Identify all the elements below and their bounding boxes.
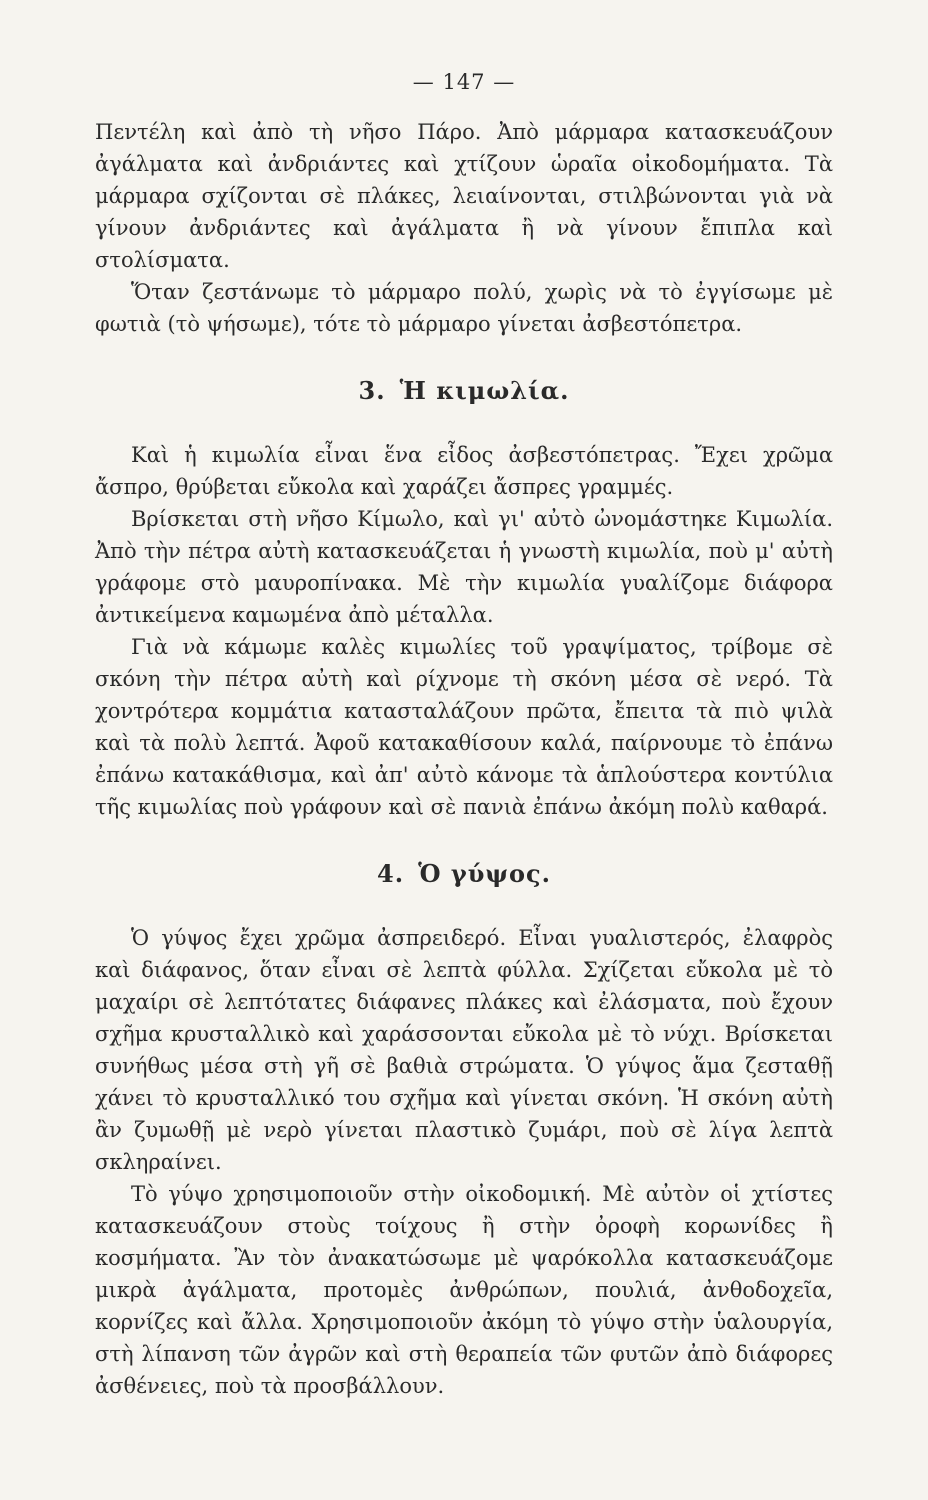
section-chalk xyxy=(95,439,833,823)
section-gypsum xyxy=(95,922,833,1402)
paragraph: Γιὰ νὰ κάμωμε καλὲς κιμωλίες τοῦ γραψίματος, τρίβομε σὲ σκόνη τὴν πέτρα αὐτὴ καὶ ρίχνομε τὴ σκόνη μέσα σὲ νερό. Τὰ χοντρότερα κομμάτια κατασταλάζουν πρῶτα, ἔπειτα τὰ πιὸ ψιλὰ καὶ τὰ πολὺ λεπτά. Ἀφοῦ κατακαθίσουν καλά, παίρνουμε τὸ ἐπάνω ἐπάνω κατακάθισμα, καὶ ἀπ' αὐτὸ κάνομε τὰ ἁπλούστερα κοντύλια τῆς κιμωλίας ποὺ γράφουν καὶ σὲ πανιὰ ἐπάνω ἀκόμη πολὺ καθαρά. xyxy=(95,635,833,819)
paragraph: Ὅταν ζεστάνωμε τὸ μάρμαρο πολύ, χωρὶς νὰ τὸ ἐγγίσωμε μὲ φωτιὰ (τὸ ψήσωμε), τότε τὸ μάρμαρο γίνεται ἀσβεστόπετρα. xyxy=(95,280,833,336)
page-number: — 147 — xyxy=(412,70,516,94)
section-number: 3. xyxy=(358,376,386,405)
paragraph: Καὶ ἡ κιμωλία εἶναι ἕνα εἶδος ἀσβεστόπετρας. Ἔχει χρῶμα ἄσπρο, θρύβεται εὔκολα καὶ χαράζει ἄσπρες γραμμές. xyxy=(95,443,833,499)
paragraph: Ὁ γύψος ἔχει χρῶμα ἀσπρειδερό. Εἶναι γυαλιστερός, ἐλαφρὸς καὶ διάφανος, ὅταν εἶναι σὲ λεπτὰ φύλλα. Σχίζεται εὔκολα μὲ τὸ μαχαίρι σὲ λεπτότατες διάφανες πλάκες καὶ ἐλάσματα, ποὺ ἔχουν σχῆμα κρυσταλλικὸ καὶ χαράσσονται εὔκολα μὲ τὸ νύχι. Βρίσκεται συνήθως μέσα στὴ γῆ σὲ βαθιὰ στρώματα. Ὁ γύψος ἅμα ζεσταθῇ χάνει τὸ κρυσταλλικό του σχῆμα καὶ γίνεται σκόνη. Ἡ σκόνη αὐτὴ ἂν ζυμωθῇ μὲ νερὸ γίνεται πλαστικὸ ζυμάρι, ποὺ σὲ λίγα λεπτὰ σκληραίνει. xyxy=(95,926,833,1174)
section-heading xyxy=(95,376,833,405)
paragraph: Τὸ γύψο χρησιμοποιοῦν στὴν οἰκοδομική. Μὲ αὐτὸν οἱ χτίστες κατασκευάζουν στοὺς τοίχους ἢ στὴν ὀροφὴ κορωνίδες ἢ κοσμήματα. Ἂν τὸν ἀνακατώσωμε μὲ ψαρόκολλα κατασκευάζομε μικρὰ ἀγάλματα, προτομὲς ἀνθρώπων, πουλιά, ἀνθοδοχεῖα, κορνίζες καὶ ἄλλα. Χρησιμοποιοῦν ἀκόμη τὸ γύψο στὴν ὑαλουργία, στὴ λίπανση τῶν ἀγρῶν καὶ στὴ θεραπεία τῶν φυτῶν ἀπὸ διάφορες ἀσθένειες, ποὺ τὰ προσβάλλουν. xyxy=(95,1182,833,1398)
section-title: Ὁ γύψος. xyxy=(418,859,551,888)
section-title: Ἡ κιμωλία. xyxy=(399,376,570,405)
paragraph: Πεντέλη καὶ ἀπὸ τὴ νῆσο Πάρο. Ἀπὸ μάρμαρα κατασκευάζουν ἀγάλματα καὶ ἀνδριάντες καὶ χτίζουν ὡραῖα οἰκοδομήματα. Τὰ μάρμαρα σχίζονται σὲ πλάκες, λειαίνονται, στιλβώνονται γιὰ νὰ γίνουν ἀνδριάντες καὶ ἀγάλματα ἢ νὰ γίνουν ἔπιπλα καὶ στολίσματα. xyxy=(95,120,833,272)
section-heading xyxy=(95,859,833,888)
section-number: 4. xyxy=(377,859,405,888)
paragraph: Βρίσκεται στὴ νῆσο Κίμωλο, καὶ γι' αὐτὸ ὠνομάστηκε Κιμωλία. Ἀπὸ τὴν πέτρα αὐτὴ κατασκευάζεται ἡ γνωστὴ κιμωλία, ποὺ μ' αὐτὴ γράφομε στὸ μαυροπίνακα. Μὲ τὴν κιμωλία γυαλίζομε διάφορα ἀντικείμενα καμωμένα ἀπὸ μέταλλα. xyxy=(95,507,833,627)
intro-text xyxy=(95,116,833,340)
